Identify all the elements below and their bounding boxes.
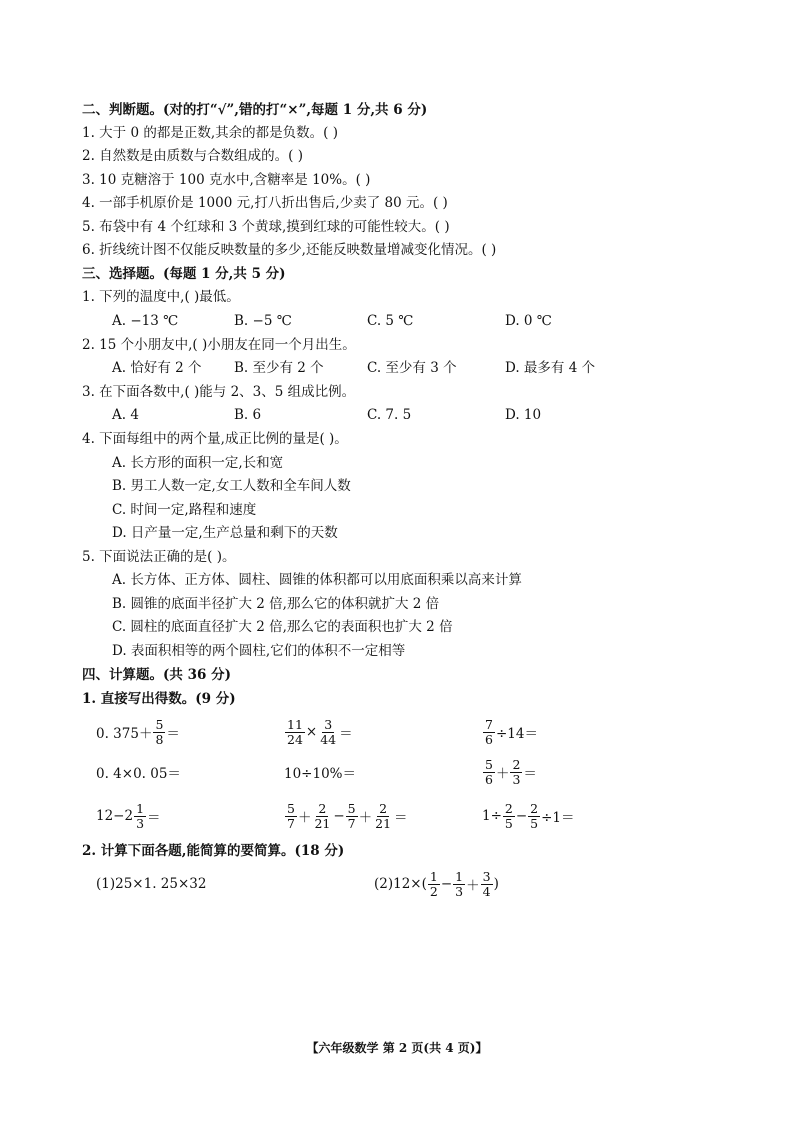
fraction: $\frac{2}{21}$ xyxy=(314,800,331,831)
fraction: $\frac{7}{6}$ xyxy=(485,716,493,747)
choice-q2-option-d: D. 最多有 4 个 xyxy=(505,360,596,376)
fraction: $\frac{2}{5}$ xyxy=(530,800,539,831)
choice-q5-option-c: C. 圆柱的底面直径扩大 2 倍,那么它的表面积也扩大 2 倍 xyxy=(112,619,453,635)
choice-q4-option-d: D. 日产量一定,生产总量和剩下的天数 xyxy=(112,525,338,541)
problem-2: (2)12×( $\frac{1}{2}$ − $\frac{1}{3}$ ＋ $\frac{3}{4}$ ) xyxy=(374,868,499,899)
choice-q3-option-d: D. 10 xyxy=(505,407,542,423)
choice-q3-option-a: A. 4 xyxy=(112,407,139,423)
choice-q1-option-d: D. 0 ℃ xyxy=(505,313,552,329)
fraction: $\frac{2}{21}$ xyxy=(375,800,392,831)
choice-q2-stem: 2. 15 个小朋友中,( )小朋友在同一个月出生。 xyxy=(82,337,356,353)
choice-q4-option-b: B. 男工人数一定,女工人数和全车间人数 xyxy=(112,478,351,494)
judge-item-1: 1. 大于 0 的都是正数,其余的都是负数。( ) xyxy=(82,125,338,141)
expr-2: $\frac{11}{24}$ × $\frac{3}{44}$ ＝ xyxy=(287,716,353,747)
choice-q2-option-a: A. 恰好有 2 个 xyxy=(112,360,202,376)
judge-item-3: 3. 10 克糖溶于 100 克水中,含糖率是 10%。( ) xyxy=(82,172,371,188)
fraction: $\frac{2}{5}$ xyxy=(504,800,513,831)
fraction: $\frac{2}{3}$ xyxy=(512,756,521,787)
page-footer: 【六年级数学 第 2 页(共 4 页)】 xyxy=(306,1041,488,1055)
choice-q1-option-c: C. 5 ℃ xyxy=(367,313,414,329)
calc-part-1-title: 1. 直接写出得数。(9 分) xyxy=(82,691,236,707)
choice-q3-option-c: C. 7. 5 xyxy=(367,407,412,423)
choice-q5-option-d: D. 表面积相等的两个圆柱,它们的体积不一定相等 xyxy=(112,643,406,659)
expr-4: 0. 4×0. 05＝ xyxy=(96,766,181,782)
choice-q2-option-b: B. 至少有 2 个 xyxy=(234,360,324,376)
choice-q4-option-a: A. 长方形的面积一定,长和宽 xyxy=(112,455,284,471)
fraction: $\frac{5}{8}$ xyxy=(155,716,164,747)
section-4-heading: 四、计算题。(共 36 分) xyxy=(82,667,231,683)
fraction: $\frac{1}{2}$ xyxy=(429,868,438,899)
expr-8: $\frac{5}{7}$ ＋ $\frac{2}{21}$ − $\frac{5}{7}$ ＋ $\frac{2}{21}$ ＝ xyxy=(287,800,408,831)
judge-item-2: 2. 自然数是由质数与合数组成的。( ) xyxy=(82,148,303,164)
choice-q3-option-b: B. 6 xyxy=(234,407,262,423)
fraction: $\frac{3}{44}$ xyxy=(320,716,337,747)
fraction: $\frac{1}{3}$ xyxy=(455,868,464,899)
choice-q5-option-b: B. 圆锥的底面半径扩大 2 倍,那么它的体积就扩大 2 倍 xyxy=(112,596,440,612)
choice-q4-stem: 4. 下面每组中的两个量,成正比例的量是( )。 xyxy=(82,431,348,447)
expr-7: 12−2 $\frac{1}{3}$ ＝ xyxy=(96,800,161,831)
judge-item-4: 4. 一部手机原价是 1000 元,打八折出售后,少卖了 80 元。( ) xyxy=(82,195,448,211)
section-2-heading: 二、判断题。(对的打“√”,错的打“×”,每题 1 分,共 6 分) xyxy=(82,102,428,118)
calc-part-2-title: 2. 计算下面各题,能简算的要简算。(18 分) xyxy=(82,843,345,859)
section-3-heading: 三、选择题。(每题 1 分,共 5 分) xyxy=(82,266,286,282)
choice-q1-option-b: B. −5 ℃ xyxy=(234,313,292,329)
choice-q1-option-a: A. −13 ℃ xyxy=(112,313,179,329)
fraction: $\frac{5}{7}$ xyxy=(287,800,295,831)
choice-q2-option-c: C. 至少有 3 个 xyxy=(367,360,457,376)
expr-6: $\frac{5}{6}$ ＋ $\frac{2}{3}$ ＝ xyxy=(485,756,537,787)
problem-1: (1)25×1. 25×32 xyxy=(96,876,207,892)
judge-item-5: 5. 布袋中有 4 个红球和 3 个黄球,摸到红球的可能性较大。( ) xyxy=(82,219,450,235)
fraction: $\frac{5}{6}$ xyxy=(485,756,493,787)
choice-q3-stem: 3. 在下面各数中,( )能与 2、3、5 组成比例。 xyxy=(82,384,356,400)
fraction: $\frac{5}{7}$ xyxy=(347,800,356,831)
choice-q5-stem: 5. 下面说法正确的是( )。 xyxy=(82,549,236,565)
choice-q5-option-a: A. 长方体、正方体、圆柱、圆锥的体积都可以用底面积乘以高来计算 xyxy=(112,572,522,588)
fraction: $\frac{11}{24}$ xyxy=(287,716,303,747)
choice-q4-option-c: C. 时间一定,路程和速度 xyxy=(112,502,257,518)
expr-5: 10÷10%＝ xyxy=(284,766,356,782)
fraction: $\frac{1}{3}$ xyxy=(136,800,145,831)
judge-item-6: 6. 折线统计图不仅能反映数量的多少,还能反映数量增减变化情况。( ) xyxy=(82,242,497,258)
expr-1: 0. 375＋ $\frac{5}{8}$ ＝ xyxy=(96,716,180,747)
choice-q1-stem: 1. 下列的温度中,( )最低。 xyxy=(82,289,240,305)
expr-3: $\frac{7}{6}$ ÷14＝ xyxy=(485,716,538,747)
fraction: $\frac{3}{4}$ xyxy=(482,868,491,899)
expr-9: 1÷ $\frac{2}{5}$ − $\frac{2}{5}$ ÷1＝ xyxy=(482,800,575,831)
